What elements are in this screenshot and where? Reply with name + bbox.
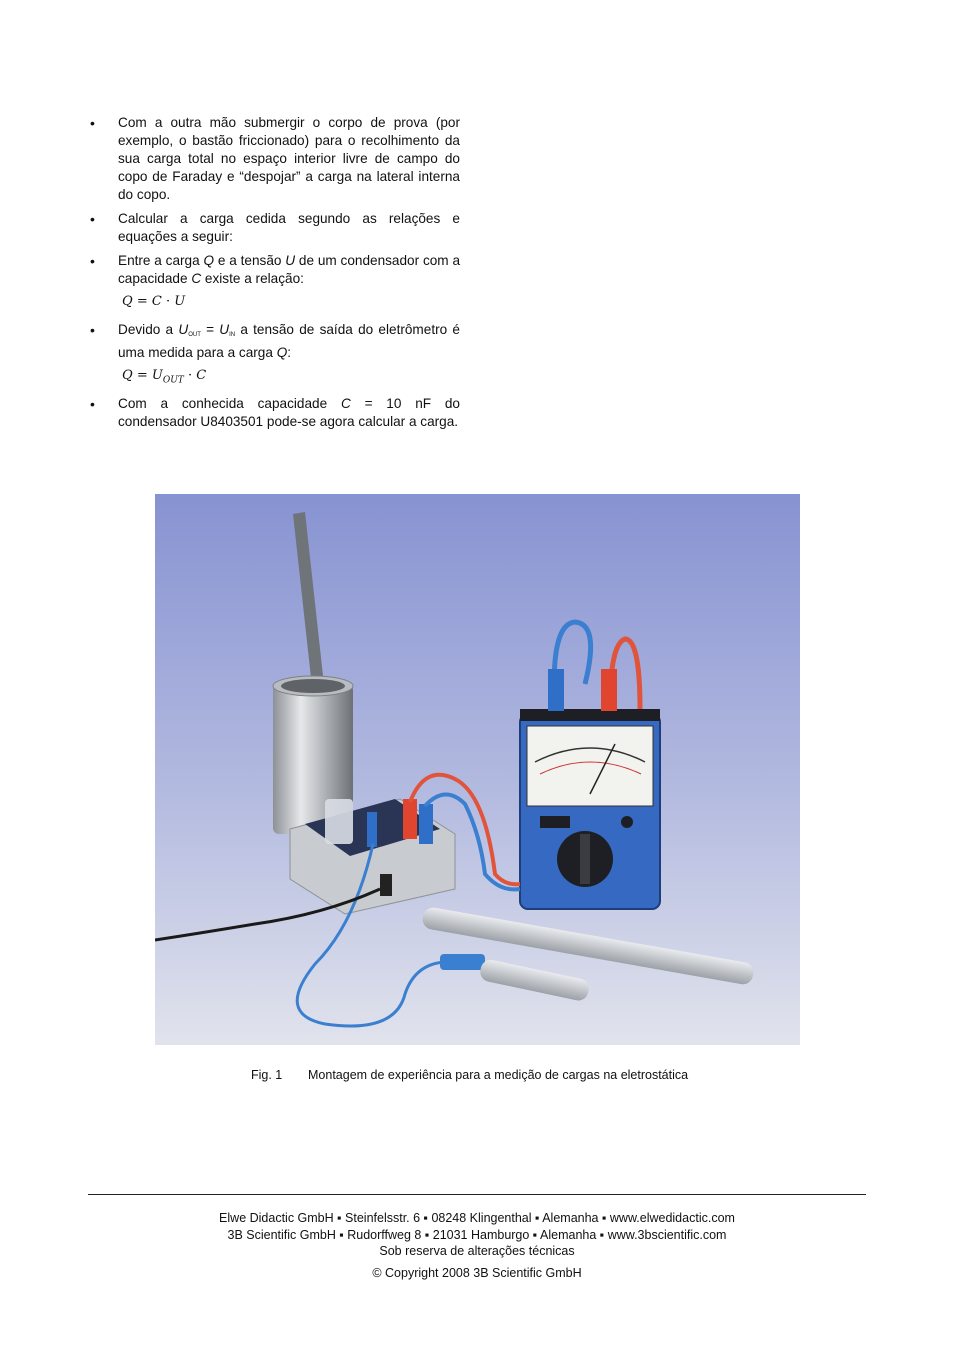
instruction-list [88, 114, 460, 437]
list-item: • Calcular a carga cedida segundo as relações e equações a seguir: [88, 210, 460, 246]
footer-line: Sob reserva de alterações técnicas [379, 1244, 575, 1258]
experiment-photo [155, 494, 800, 1045]
footer-line: Elwe Didactic GmbH ▪ Steinfelsstr. 6 ▪ 08248 Klingenthal ▪ Alemanha ▪ www.elwedidactic.com [219, 1211, 735, 1225]
footer [88, 1210, 866, 1281]
equation-capacitor: Q = C · U [122, 294, 186, 309]
list-item: • Com a conhecida capacidade C = 10 nF do condensador U8403501 pode-se agora calcular a carga. [88, 395, 460, 431]
copyright: © Copyright 2008 3B Scientific GmbH [372, 1265, 582, 1280]
list-item: • Devido a $U_{OUT} = U_{IN}$ a tensão de saída do eletrômetro é uma medida para a carga Q: [88, 321, 460, 362]
equation-charge: $Q = U_{OUT} \cdot C$ [122, 368, 207, 386]
list-item: • Com a outra mão submergir o corpo de prova (por exemplo, o bastão friccionado) para o recolhimento da sua carga total no espaço interior livre de campo do copo de Faraday e “despojar” a carga na lateral interna do copo. [88, 114, 460, 204]
list-item: • Entre a carga Q e a tensão U de um condensador com a capacidade C existe a relação: [88, 252, 460, 288]
footer-line: 3B Scientific GmbH ▪ Rudorffweg 8 ▪ 21031 Hamburgo ▪ Alemanha ▪ www.3bscientific.com [227, 1227, 727, 1242]
figure-caption [251, 1068, 688, 1082]
footer-divider [88, 1194, 866, 1195]
figure-number: Fig. 1 [251, 1068, 283, 1082]
figure-caption-text: Montagem de experiência para a medição de cargas na eletrostática [308, 1068, 689, 1082]
